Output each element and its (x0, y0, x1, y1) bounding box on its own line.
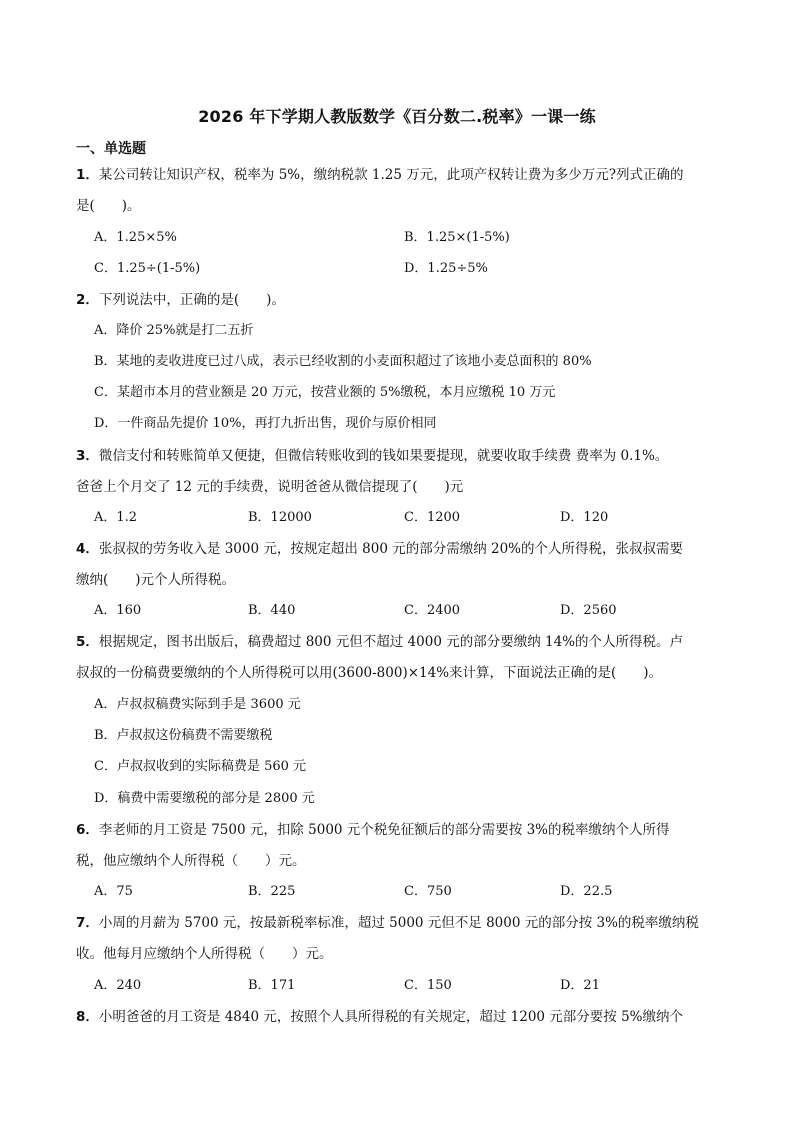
option-a: A．降价 25%就是打二五折 (94, 323, 254, 338)
question-5-cont: 叔叔的一份稿费要缴纳的个人所得税可以用(3600-800)×14%来计算，下面说法正确的是( )。 (76, 665, 663, 681)
option-a: A．卢叔叔稿费实际到手是 3600 元 (94, 697, 301, 712)
page-title: 2026 年下学期人教版数学《百分数二.税率》一课一练 (198, 107, 596, 126)
question-3-cont: 爸爸上个月交了 12 元的手续费，说明爸爸从微信提现了( )元 (76, 479, 464, 495)
option-a: A．75 (94, 884, 133, 899)
question-4 (76, 539, 683, 559)
option-b: B．440 (248, 603, 296, 618)
question-3 (76, 446, 668, 466)
option-a: A．240 (94, 978, 142, 993)
question-2 (76, 290, 285, 310)
option-c: C．1200 (404, 510, 461, 525)
option-b: B．某地的麦收进度已过八成，表示已经收割的小麦面积超过了该地小麦总面积的 80% (94, 354, 592, 369)
question-1-cont: 是( )。 (76, 198, 141, 214)
question-8 (76, 1007, 683, 1027)
question-number: 2． (76, 292, 99, 308)
question-number: 6． (76, 822, 99, 838)
option-a: A．1.2 (94, 510, 138, 525)
option-b: B．1.25×(1-5%) (404, 230, 510, 245)
question-7-cont: 收。他每月应缴纳个人所得税（ ）元。 (76, 946, 333, 962)
option-d: D．120 (560, 510, 609, 525)
section-heading: 一、单选题 (76, 141, 146, 157)
question-number: 8． (76, 1009, 99, 1025)
option-c: C．卢叔叔收到的实际稿费是 560 元 (94, 759, 307, 774)
option-c: C．某超市本月的营业额是 20 万元，按营业额的 5%缴税，本月应缴税 10 万元 (94, 385, 556, 400)
option-d: D．22.5 (560, 884, 613, 899)
question-5 (76, 632, 683, 652)
question-text: 某公司转让知识产权，税率为 5%，缴纳税款 1.25 万元，此项产权转让费为多少万元?列式正确的 (98, 167, 684, 183)
option-b: B．12000 (248, 510, 312, 525)
option-d: D．1.25÷5% (404, 261, 488, 276)
question-text: 小周的月薪为 5700 元，按最新税率标准，超过 5000 元但不足 8000 元的部分按 3%的税率缴纳税 (98, 915, 699, 931)
option-a: A．160 (94, 603, 142, 618)
question-text: 李老师的月工资是 7500 元，扣除 5000 元个税免征额后的部分需要按 3%的税率缴纳个人所得 (98, 822, 670, 838)
question-4-cont: 缴纳( )元个人所得税。 (76, 572, 236, 588)
option-d: D．稿费中需要缴税的部分是 2800 元 (94, 791, 315, 806)
question-text: 微信支付和转账简单又便捷，但微信转账收到的钱如果要提现，就要收取手续费 费率为 0.1%。 (98, 448, 669, 464)
option-d: D．一件商品先提价 10%，再打九折出售，现价与原价相同 (94, 416, 437, 431)
option-c: C．150 (404, 978, 452, 993)
question-number: 5． (76, 634, 99, 650)
question-6-cont: 税，他应缴纳个人所得税（ ）元。 (76, 853, 306, 869)
question-text: 张叔叔的劳务收入是 3000 元，按规定超出 800 元的部分需缴纳 20%的个人所得税，张叔叔需要 (98, 541, 683, 557)
option-d: D．21 (560, 978, 600, 993)
question-text: 根据规定，图书出版后，稿费超过 800 元但不超过 4000 元的部分要缴纳 14%的个人所得税。卢 (98, 634, 683, 650)
question-number: 1． (76, 167, 99, 183)
option-c: C．2400 (404, 603, 461, 618)
question-number: 7． (76, 915, 99, 931)
option-c: C．1.25÷(1-5%) (94, 261, 201, 276)
question-text: 下列说法中，正确的是( )。 (98, 292, 285, 308)
option-c: C．750 (404, 884, 452, 899)
option-b: B．卢叔叔这份稿费不需要缴税 (94, 728, 273, 743)
question-7 (76, 913, 699, 933)
option-b: B．225 (248, 884, 296, 899)
question-number: 3． (76, 448, 99, 464)
option-a: A．1.25×5% (94, 230, 177, 245)
question-1 (76, 165, 684, 185)
question-text: 小明爸爸的月工资是 4840 元，按照个人具所得税的有关规定，超过 1200 元部分要按 5%缴纳个 (98, 1009, 683, 1025)
option-d: D．2560 (560, 603, 617, 618)
question-number: 4． (76, 541, 99, 557)
question-6 (76, 820, 670, 840)
option-b: B．171 (248, 978, 296, 993)
